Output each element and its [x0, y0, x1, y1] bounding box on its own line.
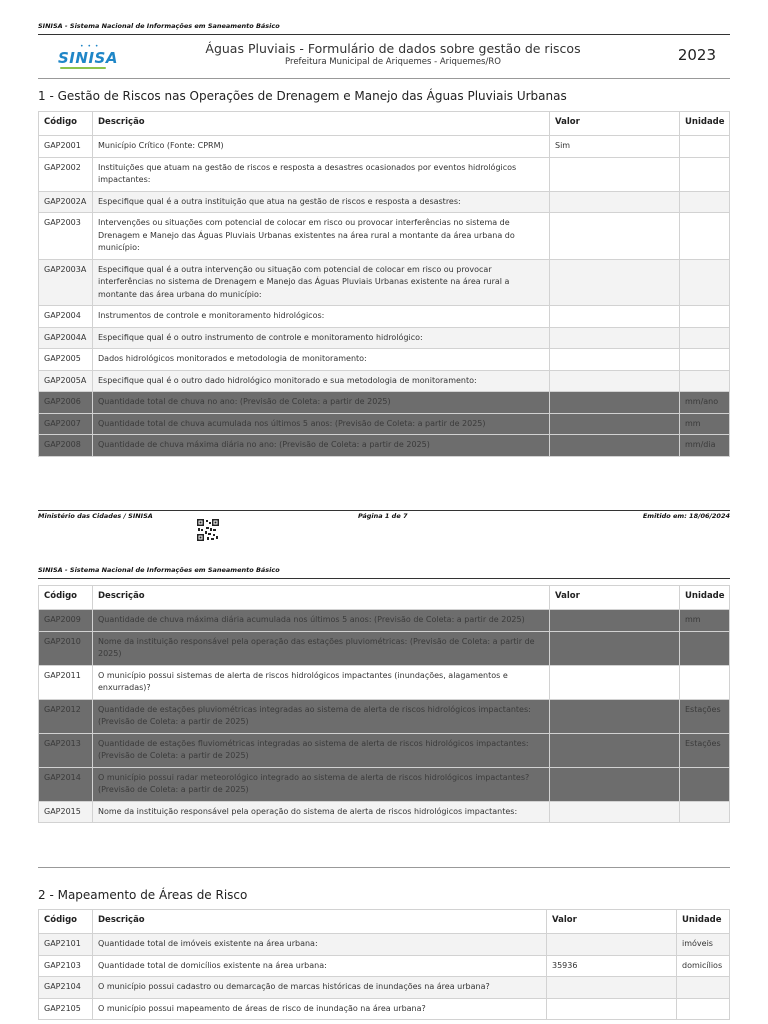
cell-value	[550, 631, 680, 665]
cell-code: GAP2104	[39, 977, 93, 999]
cell-unit	[680, 191, 730, 213]
table-row	[39, 767, 730, 801]
cell-unit	[680, 327, 730, 349]
table-row	[39, 665, 730, 699]
cell-value	[550, 767, 680, 801]
footer-ministry: Ministério das Cidades / SINISA	[38, 512, 153, 520]
section-divider	[38, 867, 730, 868]
cell-description: Nome da instituição responsável pela operação das estações pluviométricas: (Previsão de Coleta: a partir de 2025)	[93, 631, 550, 665]
cell-code: GAP2003A	[39, 259, 93, 306]
cell-code: GAP2006	[39, 392, 93, 414]
logo-dots-icon: • • •	[80, 43, 100, 50]
cell-unit: mm/dia	[680, 435, 730, 457]
cell-unit: imóveis	[677, 934, 730, 956]
cell-code: GAP2003	[39, 213, 93, 260]
column-header-code: Código	[39, 586, 93, 610]
column-header-value: Valor	[547, 910, 677, 934]
logo-underline-icon	[60, 67, 106, 69]
risk-area-mapping-table	[38, 909, 730, 1020]
cell-value	[550, 259, 680, 306]
cell-description: Dados hidrológicos monitorados e metodologia de monitoramento:	[93, 349, 550, 371]
cell-value	[550, 370, 680, 392]
cell-code: GAP2101	[39, 934, 93, 956]
table-row	[39, 998, 730, 1020]
column-header-unit: Unidade	[677, 910, 730, 934]
cell-description: Intervenções ou situações com potencial de colocar em risco ou provocar interferências no sistema de Drenagem e Manejo das Águas Pluviais Urbanas existentes na área rural a montante da área urbana do município:	[93, 213, 550, 260]
column-header-description: Descrição	[93, 586, 550, 610]
reference-year: 2023	[677, 46, 716, 64]
cell-code: GAP2005	[39, 349, 93, 371]
table-header-row	[39, 112, 730, 136]
cell-description: Município Crítico (Fonte: CPRM)	[93, 136, 550, 158]
risk-management-table	[38, 111, 730, 457]
logo-text: SINISA	[58, 49, 118, 67]
header-divider-page-2	[38, 578, 730, 579]
table-row	[39, 136, 730, 158]
table-row	[39, 370, 730, 392]
cell-description: Quantidade de estações fluviométricas integradas ao sistema de alerta de riscos hidrológicos impactantes: (Previsão de Coleta: a partir de 2025)	[93, 733, 550, 767]
table-row	[39, 259, 730, 306]
cell-code: GAP2013	[39, 733, 93, 767]
cell-value: Sim	[550, 136, 680, 158]
column-header-unit: Unidade	[680, 586, 730, 610]
cell-description: Quantidade de chuva máxima diária acumulada nos últimos 5 anos: (Previsão de Coleta: a partir de 2025)	[93, 610, 550, 632]
column-header-description: Descrição	[93, 910, 547, 934]
table-row	[39, 349, 730, 371]
cell-description: O município possui radar meteorológico integrado ao sistema de alerta de riscos hidrológicos impactantes? (Previsão de Coleta: a partir de 2025)	[93, 767, 550, 801]
cell-value	[550, 191, 680, 213]
table-row	[39, 934, 730, 956]
cell-value	[547, 977, 677, 999]
cell-unit	[680, 767, 730, 801]
footer-emission-date: Emitido em: 18/06/2024	[642, 512, 730, 520]
table-row	[39, 435, 730, 457]
cell-description: Especifique qual é o outro instrumento de controle e monitoramento hidrológico:	[93, 327, 550, 349]
cell-value	[550, 327, 680, 349]
cell-unit	[677, 998, 730, 1020]
table-row	[39, 801, 730, 823]
cell-code: GAP2014	[39, 767, 93, 801]
cell-value	[550, 733, 680, 767]
cell-unit: Estações	[680, 699, 730, 733]
cell-unit	[680, 213, 730, 260]
table-row	[39, 191, 730, 213]
cell-code: GAP2001	[39, 136, 93, 158]
system-title: SINISA - Sistema Nacional de Informações em Saneamento Básico	[38, 22, 280, 30]
cell-value	[550, 306, 680, 328]
header-bottom-divider	[38, 78, 730, 79]
table-row	[39, 955, 730, 977]
cell-unit	[680, 631, 730, 665]
cell-value	[550, 699, 680, 733]
table-row	[39, 392, 730, 414]
footer-divider	[38, 510, 730, 511]
cell-unit	[680, 259, 730, 306]
cell-description: Quantidade total de domicílios existente na área urbana:	[93, 955, 547, 977]
cell-value	[550, 213, 680, 260]
cell-value	[550, 413, 680, 435]
cell-code: GAP2004	[39, 306, 93, 328]
section-1-title: 1 - Gestão de Riscos nas Operações de Drenagem e Manejo das Águas Pluviais Urbanas	[38, 89, 567, 103]
cell-description: Especifique qual é a outra intervenção ou situação com potencial de colocar em risco ou provocar interferências no sistema de Drenagem e Manejo das Águas Pluviais Urbanas existente na área rural a montante das área urbana do município:	[93, 259, 550, 306]
cell-unit	[680, 349, 730, 371]
cell-unit: mm	[680, 413, 730, 435]
cell-code: GAP2009	[39, 610, 93, 632]
cell-value	[550, 157, 680, 191]
system-title-page-2: SINISA - Sistema Nacional de Informações em Saneamento Básico	[38, 566, 280, 574]
cell-description: Instrumentos de controle e monitoramento hidrológicos:	[93, 306, 550, 328]
cell-unit: Estações	[680, 733, 730, 767]
cell-code: GAP2015	[39, 801, 93, 823]
table-row	[39, 977, 730, 999]
qr-code-icon	[196, 518, 220, 542]
header-divider	[38, 34, 730, 35]
cell-code: GAP2010	[39, 631, 93, 665]
cell-description: Quantidade total de chuva acumulada nos últimos 5 anos: (Previsão de Coleta: a partir de 2025)	[93, 413, 550, 435]
cell-code: GAP2012	[39, 699, 93, 733]
cell-unit	[680, 157, 730, 191]
cell-value	[547, 934, 677, 956]
cell-unit: domicílios	[677, 955, 730, 977]
column-header-value: Valor	[550, 112, 680, 136]
section-2-title: 2 - Mapeamento de Áreas de Risco	[38, 888, 248, 902]
column-header-unit: Unidade	[680, 112, 730, 136]
cell-description: Quantidade de estações pluviométricas integradas ao sistema de alerta de riscos hidrológicos impactantes: (Previsão de Coleta: a partir de 2025)	[93, 699, 550, 733]
cell-description: O município possui cadastro ou demarcação de marcas históricas de inundações na área urbana?	[93, 977, 547, 999]
table-row	[39, 157, 730, 191]
footer-page-number: Página 1 de 7	[358, 512, 408, 520]
cell-value	[550, 610, 680, 632]
cell-code: GAP2007	[39, 413, 93, 435]
cell-code: GAP2002A	[39, 191, 93, 213]
cell-unit: mm/ano	[680, 392, 730, 414]
cell-unit	[680, 370, 730, 392]
cell-unit: mm	[680, 610, 730, 632]
cell-code: GAP2105	[39, 998, 93, 1020]
form-header	[38, 37, 730, 77]
cell-code: GAP2004A	[39, 327, 93, 349]
cell-description: Quantidade total de chuva no ano: (Previsão de Coleta: a partir de 2025)	[93, 392, 550, 414]
cell-value: 35936	[547, 955, 677, 977]
cell-value	[550, 801, 680, 823]
column-header-description: Descrição	[93, 112, 550, 136]
cell-description: Quantidade de chuva máxima diária no ano: (Previsão de Coleta: a partir de 2025)	[93, 435, 550, 457]
column-header-code: Código	[39, 910, 93, 934]
cell-value	[550, 665, 680, 699]
cell-description: Especifique qual é a outra instituição que atua na gestão de riscos e resposta a desastres:	[93, 191, 550, 213]
table-row	[39, 413, 730, 435]
table-row	[39, 213, 730, 260]
cell-code: GAP2005A	[39, 370, 93, 392]
cell-description: O município possui mapeamento de áreas de risco de inundação na área urbana?	[93, 998, 547, 1020]
table-row	[39, 631, 730, 665]
cell-unit	[677, 977, 730, 999]
form-title: Águas Pluviais - Formulário de dados sobre gestão de riscos	[205, 41, 581, 56]
cell-value	[547, 998, 677, 1020]
form-subtitle: Prefeitura Municipal de Ariquemes - Ariquemes/RO	[285, 57, 501, 67]
table-row	[39, 306, 730, 328]
cell-code: GAP2002	[39, 157, 93, 191]
cell-value	[550, 349, 680, 371]
cell-description: Especifique qual é o outro dado hidrológico monitorado e sua metodologia de monitoramento:	[93, 370, 550, 392]
cell-unit	[680, 306, 730, 328]
cell-description: Instituições que atuam na gestão de riscos e resposta a desastres ocasionados por eventos hidrológicos impactantes:	[93, 157, 550, 191]
table-row	[39, 327, 730, 349]
table-header-row	[39, 910, 730, 934]
cell-value	[550, 392, 680, 414]
cell-unit	[680, 801, 730, 823]
cell-value	[550, 435, 680, 457]
table-row	[39, 699, 730, 733]
cell-description: O município possui sistemas de alerta de riscos hidrológicos impactantes (inundações, alagamentos e enxurradas)?	[93, 665, 550, 699]
cell-description: Quantidade total de imóveis existente na área urbana:	[93, 934, 547, 956]
sinisa-logo	[56, 41, 116, 71]
table-row	[39, 610, 730, 632]
column-header-code: Código	[39, 112, 93, 136]
column-header-value: Valor	[550, 586, 680, 610]
cell-code: GAP2103	[39, 955, 93, 977]
cell-unit	[680, 665, 730, 699]
risk-management-table-continued	[38, 585, 730, 823]
cell-unit	[680, 136, 730, 158]
cell-code: GAP2008	[39, 435, 93, 457]
table-row	[39, 733, 730, 767]
cell-code: GAP2011	[39, 665, 93, 699]
table-header-row	[39, 586, 730, 610]
cell-description: Nome da instituição responsável pela operação do sistema de alerta de riscos hidrológicos impactantes:	[93, 801, 550, 823]
